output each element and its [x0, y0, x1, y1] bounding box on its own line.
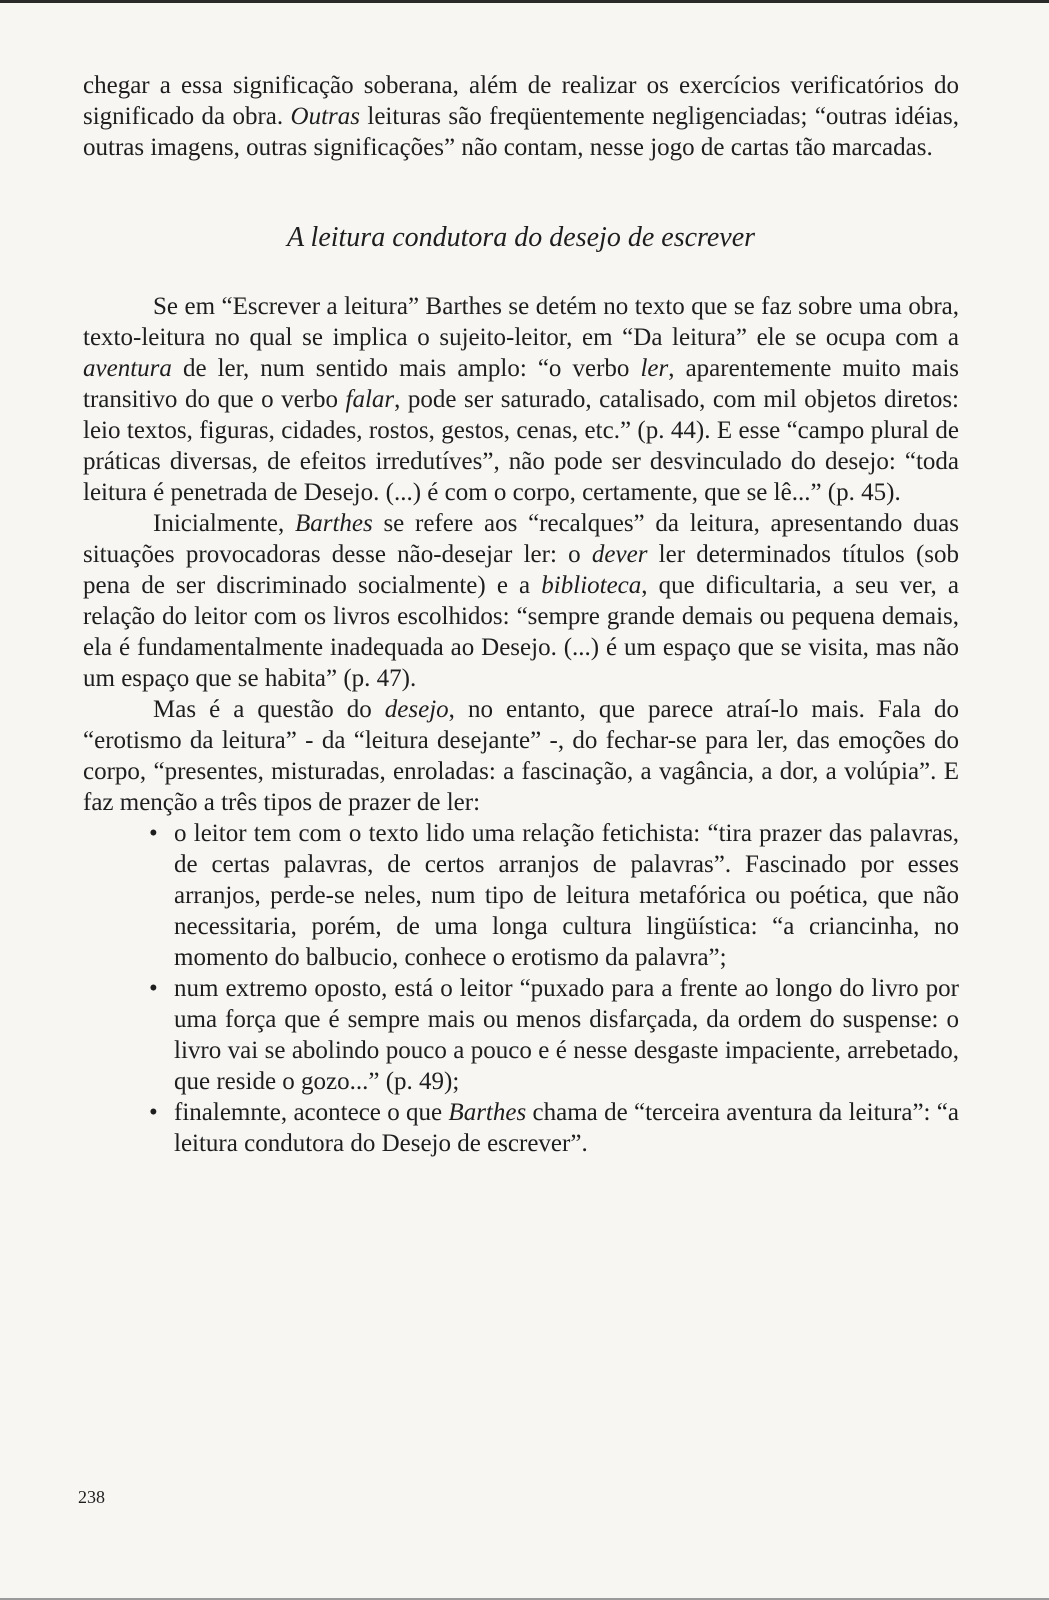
bullet3-text-a: finalemnte, acontece o que — [174, 1099, 449, 1126]
para2-italic-barthes: Barthes — [294, 510, 373, 537]
para3-italic-desejo: desejo — [384, 696, 449, 723]
para1-text-a: Se em “Escrever a leitura” Barthes se detém no texto que se faz sobre uma obra, texto-leitura no qual se implica o sujeito-leitor, em “Da leitura” ele se ocupa com a — [83, 293, 959, 351]
para3-text-a: Mas é a questão do — [153, 696, 385, 723]
page-body — [83, 70, 959, 1159]
bullet3-italic-barthes: Barthes — [448, 1099, 527, 1126]
bullet-icon: • — [149, 1099, 158, 1126]
para2-text-d: , que dificultaria, a seu ver, a relação do leitor com os livros escolhidos: “sempre grande demais ou pequena demais, ela é fundamentalmente inadequada ao Desejo. (...) é um espaço que se visita, mas não um espaço que se habita” (p. 47). — [83, 572, 960, 692]
page-number: 238 — [78, 1487, 105, 1507]
para1-italic-ler: ler — [640, 355, 669, 382]
para2-text-c: ler determinados títulos (sob pena de ser discriminado socialmente) e a — [83, 541, 959, 599]
bullet1-text: o leitor tem com o texto lido uma relação fetichista: “tira prazer das palavras, de certas palavras, de certos arranjos de palavras”. Fascinado por esses arranjos, perde-se neles, num tipo de leitura metafórica ou poética, que não necessitaria, porém, de uma longa cultura lingüística: “a criancinha, no momento do balbucio, conhece o erotismo da palavra”; — [174, 820, 959, 971]
para2-text-a: Inicialmente, — [153, 510, 295, 537]
intro-paragraph — [83, 70, 959, 163]
pleasure-types-list — [83, 818, 959, 1159]
bullet3-text-b: chama de “terceira aventura da leitura”: “a leitura condutora do Desejo de escrever”. — [174, 1099, 959, 1157]
intro-italic-outras: Outras — [290, 103, 360, 130]
top-scan-edge — [0, 0, 1049, 3]
para1-italic-aventura: aventura — [83, 355, 172, 382]
list-item — [83, 1097, 959, 1159]
paragraph-3 — [83, 694, 959, 818]
para3-text-b: , no entanto, que parece atraí-lo mais. Fala do “erotismo da leitura” - da “leitura desejante” -, do fechar-se para ler, das emoções do corpo, “presentes, misturadas, enroladas: a fascinação, a vagância, a dor, a volúpia”. E faz menção a três tipos de prazer de ler: — [83, 696, 959, 816]
para2-italic-dever: dever — [591, 541, 648, 568]
bullet-icon: • — [149, 820, 158, 847]
para1-italic-falar: falar — [345, 386, 395, 413]
intro-text-b: leituras são freqüentemente negligenciadas; “outras idéias, outras imagens, outras significações” não contam, nesse jogo de cartas tão marcadas. — [83, 103, 959, 161]
paragraph-2 — [83, 508, 959, 694]
para2-italic-biblioteca: biblioteca — [541, 572, 642, 599]
intro-text-a: chegar a essa significação soberana, além de realizar os exercícios verificatórios do significado da obra. — [83, 72, 959, 130]
para1-text-d: , pode ser saturado, catalisado, com mil objetos diretos: leio textos, figuras, cidades, rostos, gestos, cenas, etc.” (p. 44). E esse “campo plural de práticas diversas, de efeitos irredutíves”, não pode ser desvinculado do desejo: “toda leitura é penetrada de Desejo. (...) é com o corpo, certamente, que se lê...” (p. 45). — [83, 386, 959, 506]
list-item — [83, 818, 959, 973]
para1-text-b: de ler, num sentido mais amplo: “o verbo — [171, 355, 641, 382]
list-item — [83, 973, 959, 1097]
para2-text-b: se refere aos “recalques” da leitura, apresentando duas situações provocadoras desse não-desejar ler: o — [83, 510, 959, 568]
paragraph-1 — [83, 291, 959, 508]
bullet2-text: num extremo oposto, está o leitor “puxado para a frente ao longo do livro por uma força que é sempre mais ou menos disfarçada, da ordem do suspense: o livro vai se abolindo pouco a pouco e é nesse desgaste impaciente, arrebetado, que reside o gozo...” (p. 49); — [174, 975, 959, 1095]
bullet-icon: • — [149, 975, 158, 1002]
section-heading: A leitura condutora do desejo de escrever — [286, 222, 756, 253]
para1-text-c: , aparentemente muito mais transitivo do que o verbo — [83, 355, 959, 413]
